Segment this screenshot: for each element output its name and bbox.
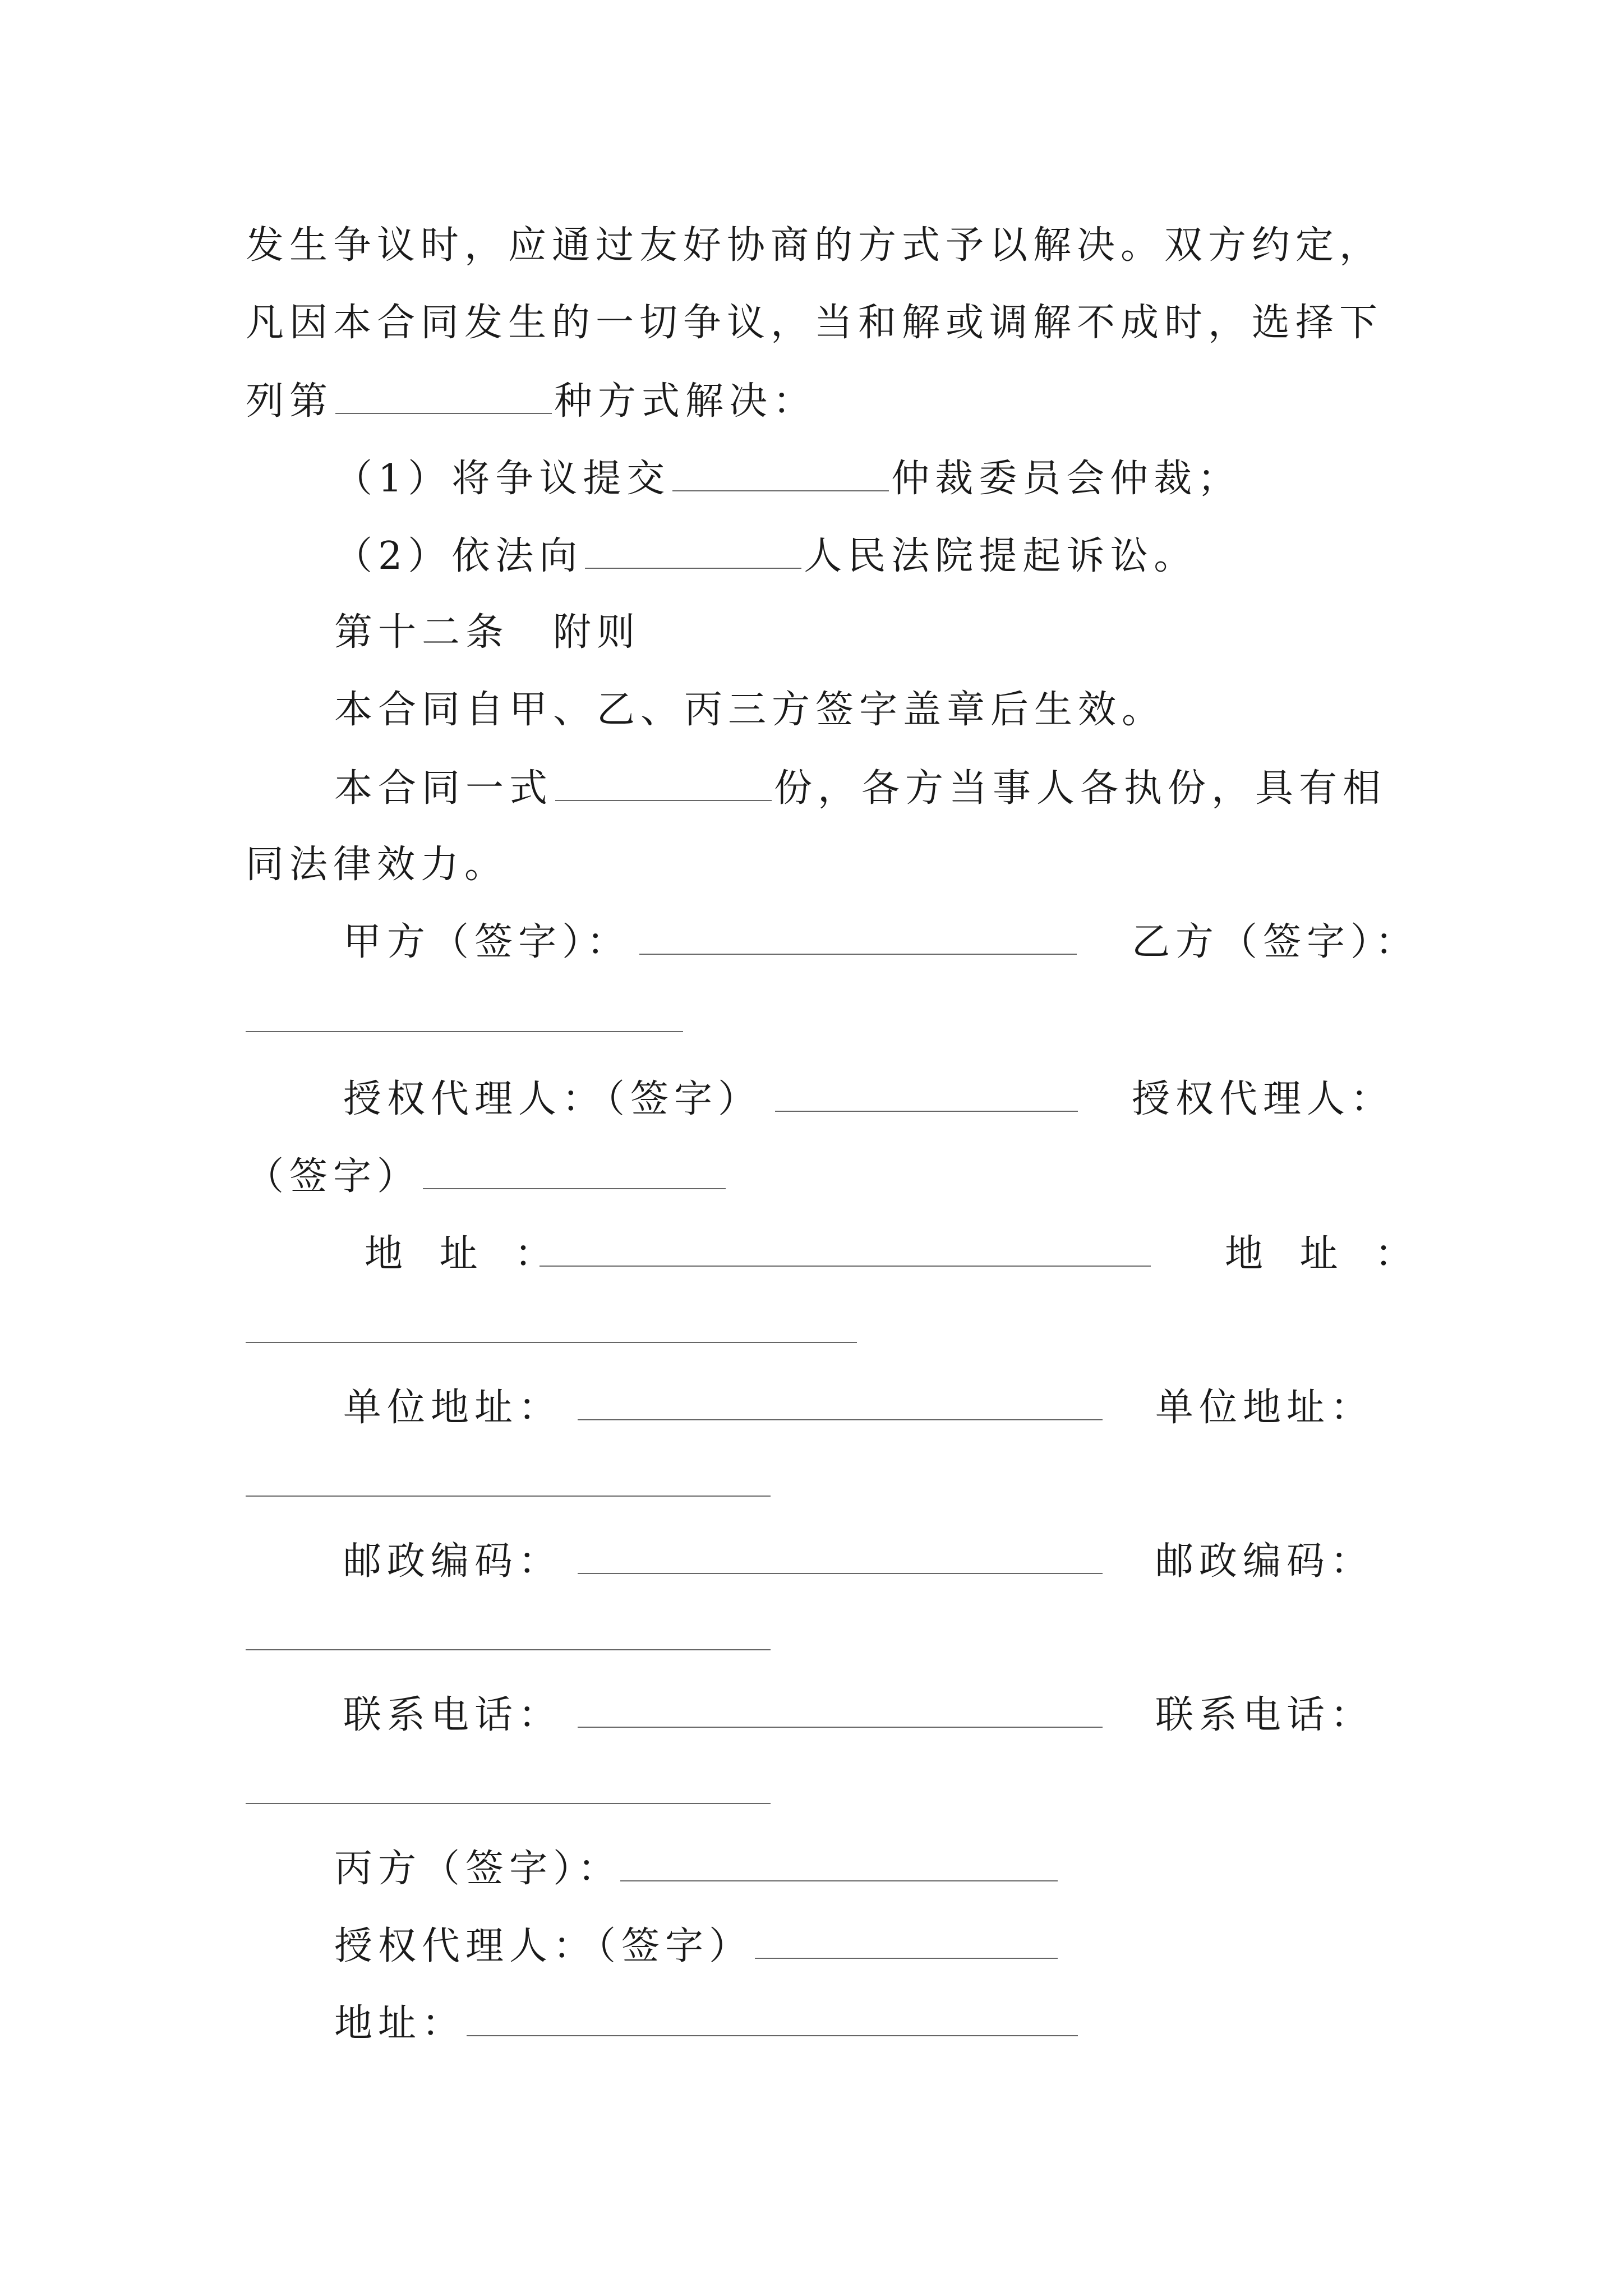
unit-address-b-label: 单位地址： (1155, 1386, 1375, 1430)
court-name-blank[interactable] (585, 533, 801, 569)
address-a-line[interactable] (540, 1266, 1151, 1267)
method-number-blank[interactable] (335, 378, 552, 414)
unit-address-a-label: 单位地址： (343, 1386, 562, 1430)
copies-text-l2: 同法律效力。 (246, 843, 509, 887)
dispute-text-3b: 种方式解决： (554, 379, 817, 424)
effect-line (334, 688, 1165, 733)
agent-a-signature-line[interactable] (775, 1111, 1078, 1112)
party-a-label: 甲方（签字）： (343, 920, 631, 964)
party-b-signature-line[interactable] (246, 1031, 683, 1032)
option-1-text-b: 仲裁委员会仲裁； (891, 457, 1242, 501)
copies-count-blank[interactable] (555, 765, 772, 801)
party-b-label-line (1132, 920, 1419, 965)
agent-b-label-line (1132, 1077, 1394, 1122)
dispute-line-3 (246, 378, 817, 423)
agent-b-label-line-2 (246, 1154, 421, 1199)
copies-line-1 (334, 765, 1386, 810)
phone-b-line[interactable] (246, 1803, 771, 1804)
option-2-text-a: （2）依法向 (334, 534, 583, 578)
party-c-label: 丙方（签字）： (334, 1847, 622, 1891)
agent-a-label-line (343, 1077, 762, 1122)
unit-address-a-label-line (343, 1386, 562, 1430)
agent-c-label-line (334, 1924, 753, 1969)
option-2-text-b: 人民法院提起诉讼。 (804, 534, 1198, 578)
dispute-line-1 (246, 223, 1383, 268)
party-c-signature-line[interactable] (620, 1880, 1058, 1881)
effect-text: 本合同自甲、乙、丙三方签字盖章后生效。 (334, 688, 1166, 732)
agent-b-label-2: （签字） (246, 1154, 421, 1199)
dispute-text-1: 发生争议时，应通过友好协商的方式予以解决。双方约定， (246, 223, 1384, 268)
agent-c-signature-line[interactable] (755, 1958, 1058, 1959)
unit-address-b-line[interactable] (246, 1496, 771, 1497)
postcode-a-label: 邮政编码： (343, 1539, 562, 1584)
address-a-label: 地 址 ： (365, 1232, 565, 1276)
address-c-label: 地址： (334, 2001, 466, 2046)
party-a-label-line (343, 920, 630, 965)
unit-address-b-label-line (1155, 1386, 1374, 1430)
copies-text-b: 份，各方当事人各执份，具有相 (774, 766, 1387, 811)
address-b-line[interactable] (246, 1342, 857, 1343)
agent-b-label: 授权代理人： (1132, 1077, 1395, 1121)
article-12-heading (334, 610, 640, 655)
copies-line-2 (246, 843, 508, 887)
copies-text-a: 本合同一式 (334, 766, 554, 811)
agent-a-label: 授权代理人：（签字） (343, 1077, 762, 1121)
address-b-label-line (1225, 1232, 1425, 1277)
arbitration-committee-blank[interactable] (672, 455, 889, 491)
address-b-label: 地 址 ： (1225, 1232, 1426, 1276)
postcode-a-line[interactable] (578, 1573, 1103, 1574)
unit-address-a-line[interactable] (578, 1419, 1103, 1420)
article-12-text: 第十二条 附则 (334, 610, 641, 655)
option-2-line (334, 533, 1197, 578)
party-b-label: 乙方（签字）： (1132, 920, 1419, 964)
agent-b-signature-line[interactable] (423, 1188, 726, 1189)
phone-b-label-line (1155, 1693, 1374, 1738)
option-1-line (334, 455, 1241, 500)
dispute-line-2 (246, 301, 1383, 346)
postcode-b-label: 邮政编码： (1155, 1539, 1375, 1584)
phone-b-label: 联系电话： (1155, 1693, 1375, 1737)
party-a-signature-line[interactable] (639, 954, 1077, 955)
agent-c-label: 授权代理人：（签字） (334, 1924, 753, 1968)
option-1-text-a: （1）将争议提交 (334, 457, 671, 501)
postcode-b-label-line (1155, 1539, 1374, 1584)
party-c-label-line (334, 1847, 621, 1892)
dispute-text-2: 凡因本合同发生的一切争议，当和解或调解不成时，选择下 (246, 301, 1384, 345)
postcode-a-label-line (343, 1539, 562, 1584)
dispute-text-3a: 列第 (246, 379, 334, 424)
phone-a-label: 联系电话： (343, 1693, 562, 1737)
address-a-label-line (365, 1232, 565, 1277)
phone-a-line[interactable] (578, 1727, 1103, 1728)
phone-a-label-line (343, 1693, 562, 1738)
address-c-label-line (334, 2001, 465, 2046)
postcode-b-line[interactable] (246, 1649, 771, 1650)
address-c-line[interactable] (467, 2035, 1078, 2036)
